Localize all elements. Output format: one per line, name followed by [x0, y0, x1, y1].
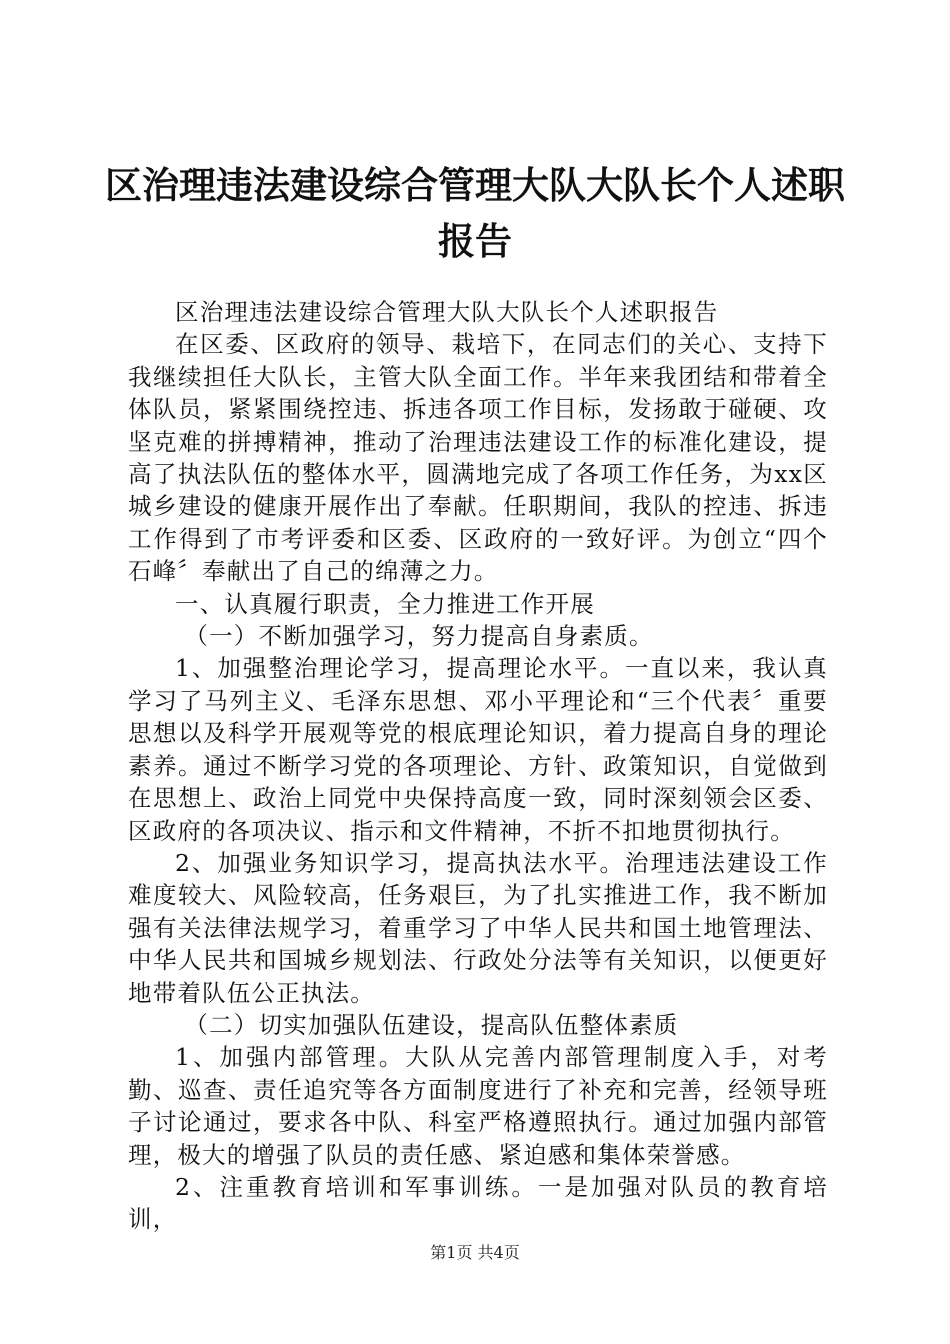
- document-body: [128, 296, 828, 1236]
- intro-paragraph: 在区委、区政府的领导、栽培下，在同志们的关心、支持下我继续担任大队长，主管大队全面工作。半年来我团结和带着全体队员，紧紧围绕控违、拆违各项工作目标，发扬敢于碰硬、攻坚克难的拼搏精神，推动了治理违法建设工作的标准化建设，提高了执法队伍的整体水平，圆满地完成了各项工作任务，为xx区城乡建设的健康开展作出了奉献。任职期间，我队的控违、拆违工作得到了市考评委和区委、区政府的一致好评。为创立“四个石峰〞奉献出了自己的绵薄之力。: [128, 330, 828, 586]
- paragraph-business-study: 2、加强业务知识学习，提高执法水平。治理违法建设工作难度较大、风险较高，任务艰巨，为了扎实推进工作，我不断加强有关法律法规学习，着重学习了中华人民共和国土地管理法、中华人民共和国城乡规划法、行政处分法等有关知识，以便更好地带着队伍公正执法。: [128, 848, 828, 1007]
- paragraph-internal-management: 1、加强内部管理。大队从完善内部管理制度入手，对考勤、巡查、责任追究等各方面制度进行了补充和完善，经领导班子讨论通过，要求各中队、科室严格遵照执行。通过加强内部管理，极大的增强了队员的责任感、紧迫感和集体荣誉感。: [128, 1043, 828, 1169]
- subtitle-paragraph: 区治理违法建设综合管理大队大队长个人述职报告: [175, 298, 719, 326]
- title-line-2: 报告: [438, 220, 512, 263]
- document-title: [60, 158, 890, 270]
- paragraph-training: 2、注重教育培训和军事训练。一是加强对队员的教育培训，: [128, 1172, 828, 1234]
- section-heading-1: 一、认真履行职责，全力推进工作开展: [175, 589, 595, 618]
- page-number-footer: 第1页 共4页: [430, 1243, 520, 1262]
- subsection-heading-2: （二）切实加强队伍建设，提高队伍整体素质: [184, 1010, 679, 1039]
- paragraph-theory-study: 1、加强整治理论学习，提高理论水平。一直以来，我认真学习了马列主义、毛泽东思想、邓小平理论和“三个代表〞重要思想以及科学开展观等党的根底理论知识，着力提高自身的理论素养。通过不断学习党的各项理论、方针、政策知识，自觉做到在思想上、政治上同党中央保持高度一致，同时深刻领会区委、区政府的各项决议、指示和文件精神，不折不扣地贯彻执行。: [128, 654, 828, 845]
- subsection-heading-1: （一）不断加强学习，努力提高自身素质。: [184, 622, 654, 651]
- title-line-1: 区治理违法建设综合管理大队大队长个人述职: [105, 164, 845, 207]
